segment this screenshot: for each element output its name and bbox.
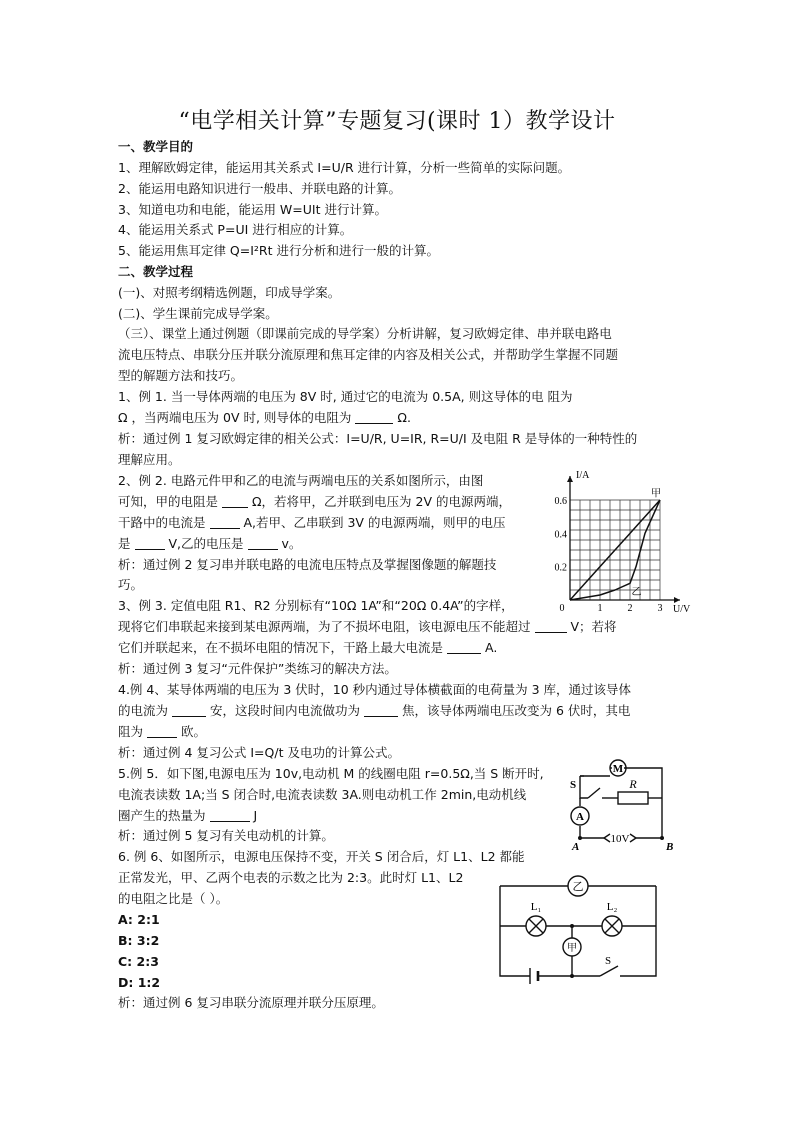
goal-item: 3、知道电功和电能，能运用 W=UIt 进行计算。: [118, 202, 387, 217]
answer-blank: [135, 537, 165, 550]
example-2-line: [118, 494, 511, 510]
x-tick-label: 3: [657, 603, 663, 614]
answer-blank: [210, 809, 250, 822]
x-axis-arrow-icon: [674, 597, 680, 603]
resistor-label: R: [629, 777, 637, 791]
example-text: 现将它们串联起来接到某电源两端，为了不损坏电阻，该电源电压不能超过: [118, 619, 531, 634]
analysis-text: 析：通过例 1 复习欧姆定律的相关公式：I=U/R, U=IR, R=U/I 及电阻 R 是导体的一种特性的: [118, 431, 638, 446]
terminal-a: [578, 836, 582, 840]
example-text: 阻为: [118, 724, 144, 739]
switch-blade: [588, 788, 600, 798]
example-3-line: [118, 640, 497, 656]
x-tick-label: 0: [559, 603, 565, 614]
lamp-l1-cross: [529, 919, 543, 933]
x-axis-label: U/V: [673, 604, 691, 614]
example-6-line: 正常发光，甲、乙两个电表的示数之比为 2:3。此时灯 L1、L2: [118, 870, 464, 885]
answer-blank: [172, 704, 206, 717]
analysis-text: 理解应用。: [118, 452, 181, 467]
lamp-l1-label: L₁: [530, 901, 542, 913]
example-text: 焦，该导体两端电压改变为 6 伏时，其电: [401, 703, 631, 718]
switch-label: S: [570, 779, 577, 791]
answer-blank: [147, 725, 177, 738]
analysis-text: 析：通过例 2 复习串并联电路的电流电压特点及掌握图像题的解题技: [118, 557, 497, 572]
example-1-line: 1、例 1. 当一导体两端的电压为 8V 时, 通过它的电流为 0.5A, 则这导体的电 阻为: [118, 389, 573, 404]
analysis-text: 析：通过例 4 复习公式 I=Q/t 及电功的计算公式。: [118, 745, 400, 760]
goal-item: 2、能运用电路知识进行一般串、并联电路的计算。: [118, 181, 401, 196]
example-6-line: 的电阻之比是（ ）。: [118, 891, 229, 906]
y-axis-arrow-icon: [567, 476, 573, 482]
process-step: (一)、对照考纲精选例题，印成导学案。: [118, 285, 341, 300]
resistor-r: [618, 792, 648, 804]
analysis-text: 析：通过例 3 复习“元件保护”类练习的解决方法。: [118, 661, 397, 676]
example-5-line: 5.例 5．如下图,电源电压为 10v,电动机 M 的线圈电阻 r=0.5Ω,当 S 断开时,: [118, 766, 544, 781]
example-text: A.: [484, 640, 498, 655]
terminal-b-label: B: [666, 841, 674, 853]
answer-blank: [364, 704, 398, 717]
series-yi-label: 乙: [631, 587, 642, 598]
example-text: 的电流为: [118, 703, 169, 718]
example-2-line: 2、例 2. 电路元件甲和乙的电流与两端电压的关系如图所示，由图: [118, 473, 484, 488]
y-axis-label: I/A: [576, 470, 590, 481]
wire: [620, 886, 656, 976]
ammeter-label: A: [576, 811, 584, 823]
lamp-l2-cross: [605, 919, 619, 933]
y-tick-label: 0.6: [554, 496, 567, 507]
junction: [570, 924, 574, 928]
x-tick-label: 2: [627, 603, 633, 614]
section-heading-process: 二、教学过程: [118, 264, 194, 279]
answer-blank: [447, 641, 481, 654]
x-tick-label: 1: [597, 603, 603, 614]
option-c: C: 2:3: [118, 954, 159, 969]
arrow-left-icon: [604, 834, 610, 842]
answer-blank: [248, 537, 278, 550]
example-text: V,乙的电压是: [168, 536, 244, 551]
wire: [580, 776, 588, 798]
example-text: 干路中的电流是: [118, 515, 206, 530]
example-3-line: 3、例 3. 定值电阻 R1、R2 分别标有“10Ω 1A”和“20Ω 0.4A”的字样，: [118, 598, 514, 613]
terminal-a-label: A: [572, 841, 580, 853]
process-step: (二)、学生课前完成导学案。: [118, 306, 278, 321]
goal-item: 4、能运用关系式 P=UI 进行相应的计算。: [118, 222, 353, 237]
process-step: （三）、课堂上通过例题（即课前完成的导学案）分析讲解，复习欧姆定律、串并联电路电: [118, 326, 612, 341]
example-4-line: 4.例 4、某导体两端的电压为 3 伏时，10 秒内通过导体横截面的电荷量为 3 库，通过该导体: [118, 682, 632, 697]
answer-blank: [210, 516, 240, 529]
analysis-text: 析：通过例 6 复习串联分流原理并联分压原理。: [118, 995, 384, 1010]
series-jia-label: 甲: [651, 488, 661, 500]
example-text: A,若甲、乙串联到 3V 的电源两端，则甲的电压: [243, 515, 506, 530]
example-text: 安，这段时间内电流做功为: [209, 703, 360, 718]
example-5-line: [118, 808, 257, 824]
terminal-b: [660, 836, 664, 840]
goal-item: 5、能运用焦耳定律 Q=I²Rt 进行分析和进行一般的计算。: [118, 243, 439, 258]
example-text: Ω.: [397, 410, 411, 425]
answer-blank: [355, 411, 393, 424]
example-4-line: [118, 724, 206, 740]
iu-graph: [548, 462, 708, 614]
meter-jia-label: 甲: [567, 943, 577, 954]
example-1-line: [118, 410, 411, 426]
y-tick-label: 0.2: [554, 562, 567, 574]
y-tick-label: 0.4: [554, 529, 567, 541]
voltage-label: 10V: [610, 833, 630, 845]
option-d: D: 1:2: [118, 975, 161, 990]
goal-item: 1、理解欧姆定律，能运用其关系式 I=U/R 进行计算，分析一些简单的实际问题。: [118, 160, 571, 175]
example-2-line: [118, 515, 505, 531]
answer-blank: [222, 495, 248, 508]
wire: [580, 826, 604, 838]
process-step: 流电压特点、串联分压并联分流原理和焦耳定律的内容及相关公式，并帮助学生掌握不同题: [118, 347, 619, 362]
example-text: 欧。: [180, 724, 206, 739]
example-text: 是: [118, 536, 131, 551]
answer-blank: [535, 620, 567, 633]
example-6-line: 6. 例 6、如图所示，电源电压保持不变，开关 S 闭合后，灯 L1、L2 都能: [118, 849, 525, 864]
option-a: A: 2:1: [118, 912, 160, 927]
switch-label: S: [604, 955, 612, 967]
motor-circuit-diagram: [566, 758, 678, 854]
example-text: 它们并联起来，在不损坏电阻的情况下，干路上最大电流是: [118, 640, 444, 655]
example-3-line: [118, 619, 617, 635]
example-text: 可知，甲的电阻是: [118, 494, 219, 509]
analysis-text: 巧。: [118, 577, 144, 592]
arrow-right-icon: [630, 834, 636, 842]
wire: [500, 886, 530, 976]
page-title: “电学相关计算”专题复习(课时 1）教学设计: [178, 109, 616, 134]
example-text: v。: [281, 536, 302, 551]
lamp-l2-label: L₂: [606, 901, 618, 913]
example-text: V；若将: [570, 619, 617, 634]
lamp-circuit-diagram: [496, 868, 662, 986]
junction: [570, 974, 574, 978]
section-heading-goals: 一、教学目的: [118, 139, 194, 154]
example-text: J: [253, 808, 258, 823]
example-2-line: [118, 536, 301, 552]
example-text: Ω，若将甲，乙并联到电压为 2V 的电源两端，: [251, 494, 511, 509]
example-text: 圈产生的热量为: [118, 808, 206, 823]
process-step: 型的解题方法和技巧。: [118, 368, 244, 383]
motor-label: M: [612, 763, 624, 775]
analysis-text: 析：通过例 5 复习有关电动机的计算。: [118, 828, 334, 843]
option-b: B: 3:2: [118, 933, 160, 948]
example-4-line: [118, 703, 630, 719]
example-text: Ω ，当两端电压为 0V 时, 则导体的电阻为: [118, 410, 352, 425]
switch-blade: [600, 966, 618, 976]
meter-yi-label: 乙: [572, 881, 584, 893]
example-5-line: 电流表读数 1A;当 S 闭合时,电流表读数 3A.则电动机工作 2min,电动机线: [118, 787, 527, 802]
